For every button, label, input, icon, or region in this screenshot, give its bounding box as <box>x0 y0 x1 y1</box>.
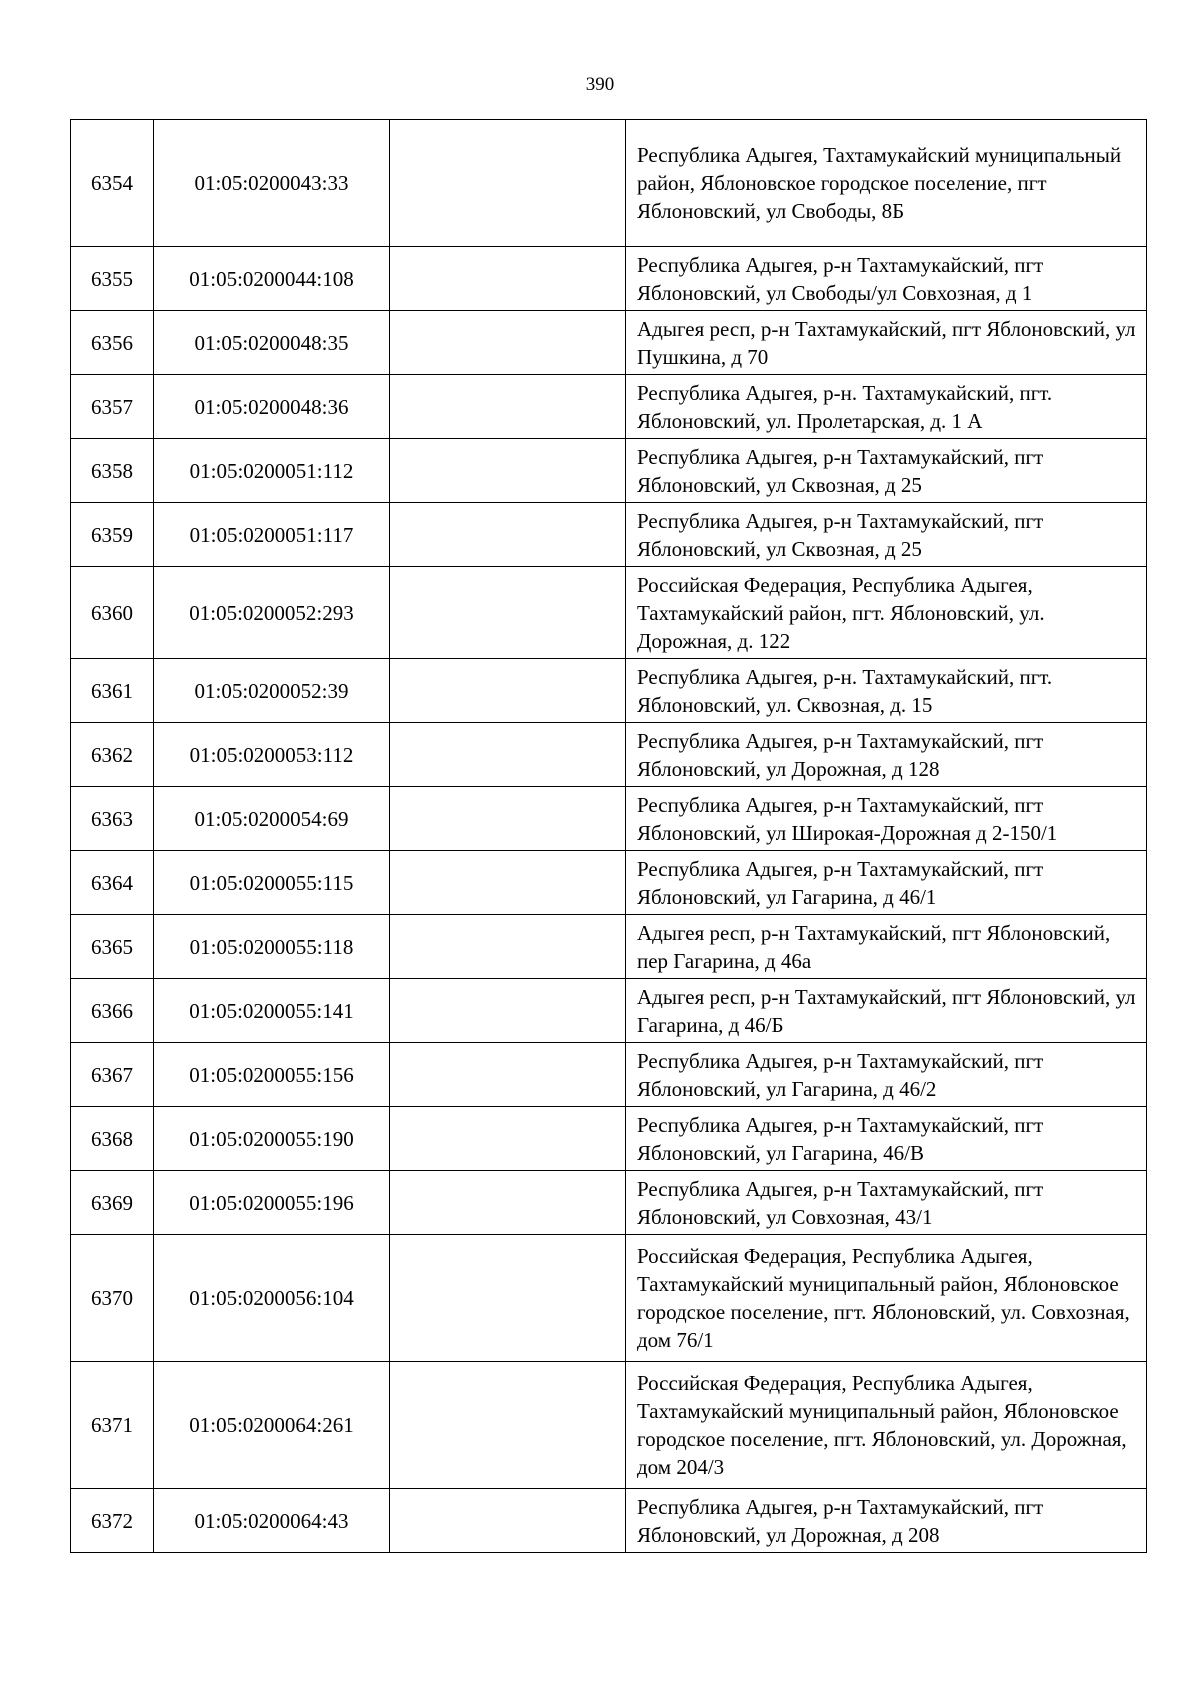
empty-cell <box>390 915 626 979</box>
table-row <box>71 979 1147 1043</box>
table-row <box>71 659 1147 723</box>
empty-cell <box>390 787 626 851</box>
table-row <box>71 247 1147 311</box>
table-row <box>71 851 1147 915</box>
empty-cell <box>390 851 626 915</box>
empty-cell <box>390 1171 626 1235</box>
row-number-cell: 6369 <box>71 1171 154 1235</box>
registry-table <box>70 119 1147 1553</box>
row-number-cell: 6356 <box>71 311 154 375</box>
cadastral-number-cell: 01:05:0200051:117 <box>154 503 390 567</box>
table-row <box>71 1043 1147 1107</box>
address-cell: Республика Адыгея, р-н Тахтамукайский, пгт Яблоновский, ул Гагарина, 46/В <box>626 1107 1147 1171</box>
address-cell: Российская Федерация, Республика Адыгея, Тахтамукайский муниципальный район, Яблоновское городское поселение, пгт. Яблоновский, ул. Совхозная, дом 76/1 <box>626 1235 1147 1362</box>
empty-cell <box>390 120 626 247</box>
empty-cell <box>390 247 626 311</box>
cadastral-number-cell: 01:05:0200052:293 <box>154 567 390 659</box>
table-row <box>71 503 1147 567</box>
empty-cell <box>390 311 626 375</box>
cadastral-number-cell: 01:05:0200064:261 <box>154 1362 390 1489</box>
table-row <box>71 1489 1147 1553</box>
address-cell: Республика Адыгея, р-н Тахтамукайский, пгт Яблоновский, ул Сквозная, д 25 <box>626 439 1147 503</box>
address-cell: Республика Адыгея, р-н Тахтамукайский, пгт Яблоновский, ул Гагарина, д 46/1 <box>626 851 1147 915</box>
table-row <box>71 1362 1147 1489</box>
table-row <box>71 120 1147 247</box>
cadastral-number-cell: 01:05:0200044:108 <box>154 247 390 311</box>
empty-cell <box>390 375 626 439</box>
empty-cell <box>390 439 626 503</box>
table-row <box>71 1107 1147 1171</box>
empty-cell <box>390 1489 626 1553</box>
address-cell: Российская Федерация, Республика Адыгея, Тахтамукайский муниципальный район, Яблоновское городское поселение, пгт. Яблоновский, ул. Дорожная, дом 204/3 <box>626 1362 1147 1489</box>
address-cell: Республика Адыгея, р-н Тахтамукайский, пгт Яблоновский, ул Дорожная, д 128 <box>626 723 1147 787</box>
empty-cell <box>390 503 626 567</box>
address-cell: Республика Адыгея, р-н. Тахтамукайский, пгт. Яблоновский, ул. Сквозная, д. 15 <box>626 659 1147 723</box>
empty-cell <box>390 659 626 723</box>
cadastral-number-cell: 01:05:0200051:112 <box>154 439 390 503</box>
table-row <box>71 787 1147 851</box>
address-cell: Адыгея респ, р-н Тахтамукайский, пгт Яблоновский, пер Гагарина, д 46а <box>626 915 1147 979</box>
row-number-cell: 6362 <box>71 723 154 787</box>
empty-cell <box>390 1043 626 1107</box>
cadastral-number-cell: 01:05:0200048:35 <box>154 311 390 375</box>
empty-cell <box>390 979 626 1043</box>
row-number-cell: 6371 <box>71 1362 154 1489</box>
address-cell: Республика Адыгея, р-н Тахтамукайский, пгт Яблоновский, ул Гагарина, д 46/2 <box>626 1043 1147 1107</box>
address-cell: Республика Адыгея, р-н Тахтамукайский, пгт Яблоновский, ул Сквозная, д 25 <box>626 503 1147 567</box>
cadastral-number-cell: 01:05:0200048:36 <box>154 375 390 439</box>
row-number-cell: 6361 <box>71 659 154 723</box>
cadastral-number-cell: 01:05:0200056:104 <box>154 1235 390 1362</box>
address-cell: Республика Адыгея, р-н Тахтамукайский, пгт Яблоновский, ул Широкая-Дорожная д 2-150/1 <box>626 787 1147 851</box>
row-number-cell: 6368 <box>71 1107 154 1171</box>
address-cell: Республика Адыгея, р-н Тахтамукайский, пгт Яблоновский, ул Свободы/ул Совхозная, д 1 <box>626 247 1147 311</box>
row-number-cell: 6358 <box>71 439 154 503</box>
table-row <box>71 375 1147 439</box>
address-cell: Адыгея респ, р-н Тахтамукайский, пгт Яблоновский, ул Гагарина, д 46/Б <box>626 979 1147 1043</box>
empty-cell <box>390 567 626 659</box>
address-cell: Республика Адыгея, р-н Тахтамукайский, пгт Яблоновский, ул Дорожная, д 208 <box>626 1489 1147 1553</box>
address-cell: Республика Адыгея, р-н Тахтамукайский, пгт Яблоновский, ул Совхозная, 43/1 <box>626 1171 1147 1235</box>
table-row <box>71 439 1147 503</box>
cadastral-number-cell: 01:05:0200055:196 <box>154 1171 390 1235</box>
table-row <box>71 1235 1147 1362</box>
row-number-cell: 6364 <box>71 851 154 915</box>
table-row <box>71 915 1147 979</box>
cadastral-number-cell: 01:05:0200055:156 <box>154 1043 390 1107</box>
row-number-cell: 6372 <box>71 1489 154 1553</box>
page-number: 390 <box>585 74 615 95</box>
row-number-cell: 6367 <box>71 1043 154 1107</box>
cadastral-number-cell: 01:05:0200055:141 <box>154 979 390 1043</box>
table-row <box>71 723 1147 787</box>
cadastral-number-cell: 01:05:0200052:39 <box>154 659 390 723</box>
table-row <box>71 311 1147 375</box>
cadastral-number-cell: 01:05:0200055:190 <box>154 1107 390 1171</box>
cadastral-number-cell: 01:05:0200055:118 <box>154 915 390 979</box>
address-cell: Адыгея респ, р-н Тахтамукайский, пгт Яблоновский, ул Пушкина, д 70 <box>626 311 1147 375</box>
cadastral-number-cell: 01:05:0200043:33 <box>154 120 390 247</box>
row-number-cell: 6354 <box>71 120 154 247</box>
registry-table-body <box>71 120 1147 1553</box>
empty-cell <box>390 1362 626 1489</box>
row-number-cell: 6363 <box>71 787 154 851</box>
empty-cell <box>390 1235 626 1362</box>
row-number-cell: 6360 <box>71 567 154 659</box>
empty-cell <box>390 723 626 787</box>
row-number-cell: 6366 <box>71 979 154 1043</box>
cadastral-number-cell: 01:05:0200053:112 <box>154 723 390 787</box>
address-cell: Российская Федерация, Республика Адыгея, Тахтамукайский район, пгт. Яблоновский, ул. Дорожная, д. 122 <box>626 567 1147 659</box>
address-cell: Республика Адыгея, р-н. Тахтамукайский, пгт. Яблоновский, ул. Пролетарская, д. 1 А <box>626 375 1147 439</box>
address-cell: Республика Адыгея, Тахтамукайский муниципальный район, Яблоновское городское поселение, пгт Яблоновский, ул Свободы, 8Б <box>626 120 1147 247</box>
row-number-cell: 6370 <box>71 1235 154 1362</box>
row-number-cell: 6359 <box>71 503 154 567</box>
row-number-cell: 6357 <box>71 375 154 439</box>
row-number-cell: 6365 <box>71 915 154 979</box>
empty-cell <box>390 1107 626 1171</box>
cadastral-number-cell: 01:05:0200064:43 <box>154 1489 390 1553</box>
cadastral-number-cell: 01:05:0200055:115 <box>154 851 390 915</box>
table-row <box>71 567 1147 659</box>
table-row <box>71 1171 1147 1235</box>
row-number-cell: 6355 <box>71 247 154 311</box>
cadastral-number-cell: 01:05:0200054:69 <box>154 787 390 851</box>
